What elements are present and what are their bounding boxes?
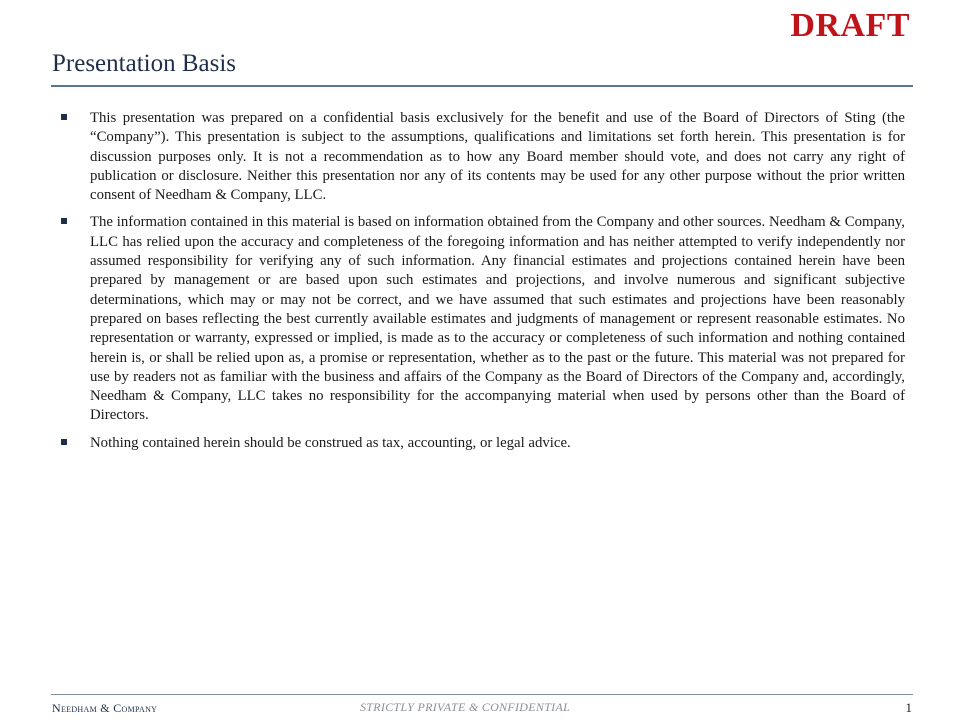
page-title: Presentation Basis bbox=[52, 50, 237, 77]
bullet-list bbox=[60, 109, 905, 461]
footer-divider bbox=[51, 694, 913, 695]
draft-stamp: DRAFT bbox=[790, 7, 910, 44]
square-bullet-icon bbox=[60, 434, 90, 453]
bullet-item-information-sources bbox=[60, 213, 905, 425]
footer-confidentiality-notice: STRICTLY PRIVATE & CONFIDENTIAL bbox=[360, 700, 571, 714]
bullet-item-confidential-basis bbox=[60, 109, 905, 205]
bullet-item-no-advice bbox=[60, 434, 905, 453]
bullet-text: This presentation was prepared on a confidential basis exclusively for the benefit and use of the Board of Directors of Sting (the “Company”). This presentation is subject to the assumptions, qualifications and limitations set forth herein. This presentation is for discussion purposes only. It is not a recommendation as to how any Board member should vote, and does not carry any right of publication or disclosure. Neither this presentation nor any of its contents may be used for any other purpose without the prior written consent of Needham & Company, LLC. bbox=[90, 110, 905, 204]
title-divider bbox=[51, 85, 913, 87]
bullet-text: Nothing contained herein should be construed as tax, accounting, or legal advice. bbox=[90, 434, 571, 451]
footer-company-name: Needham & Company bbox=[52, 701, 158, 715]
bullet-text: The information contained in this material is based on information obtained from the Company and other sources. Needham & Company, LLC has relied upon the accuracy and completeness of the foregoing information and has neither attempted to verify independently nor assumed responsibility for verifying any of such information. Any financial estimates and projections contained herein have been prepared by management or are based upon such estimates and projections, and involve numerous and significant subjective determinations, which may or may not be correct, and we have assumed that such estimates and projections have been reasonably prepared on bases reflecting the best currently available estimates and judgments of management or represent reasonable estimates. No representation or warranty, expressed or implied, is made as to the accuracy or completeness of such information and nothing contained herein is, or shall be relied upon as, a promise or representation, whether as to the past or the future. This material was not prepared for use by readers not as familiar with the business and affairs of the Company as the Board of Directors of the Company and, accordingly, Needham & Company, LLC takes no responsibility for the accompanying material when used by persons other than the Board of Directors. bbox=[90, 214, 905, 424]
square-bullet-icon bbox=[60, 109, 90, 128]
page-number: 1 bbox=[905, 700, 912, 715]
square-bullet-icon bbox=[60, 213, 90, 232]
